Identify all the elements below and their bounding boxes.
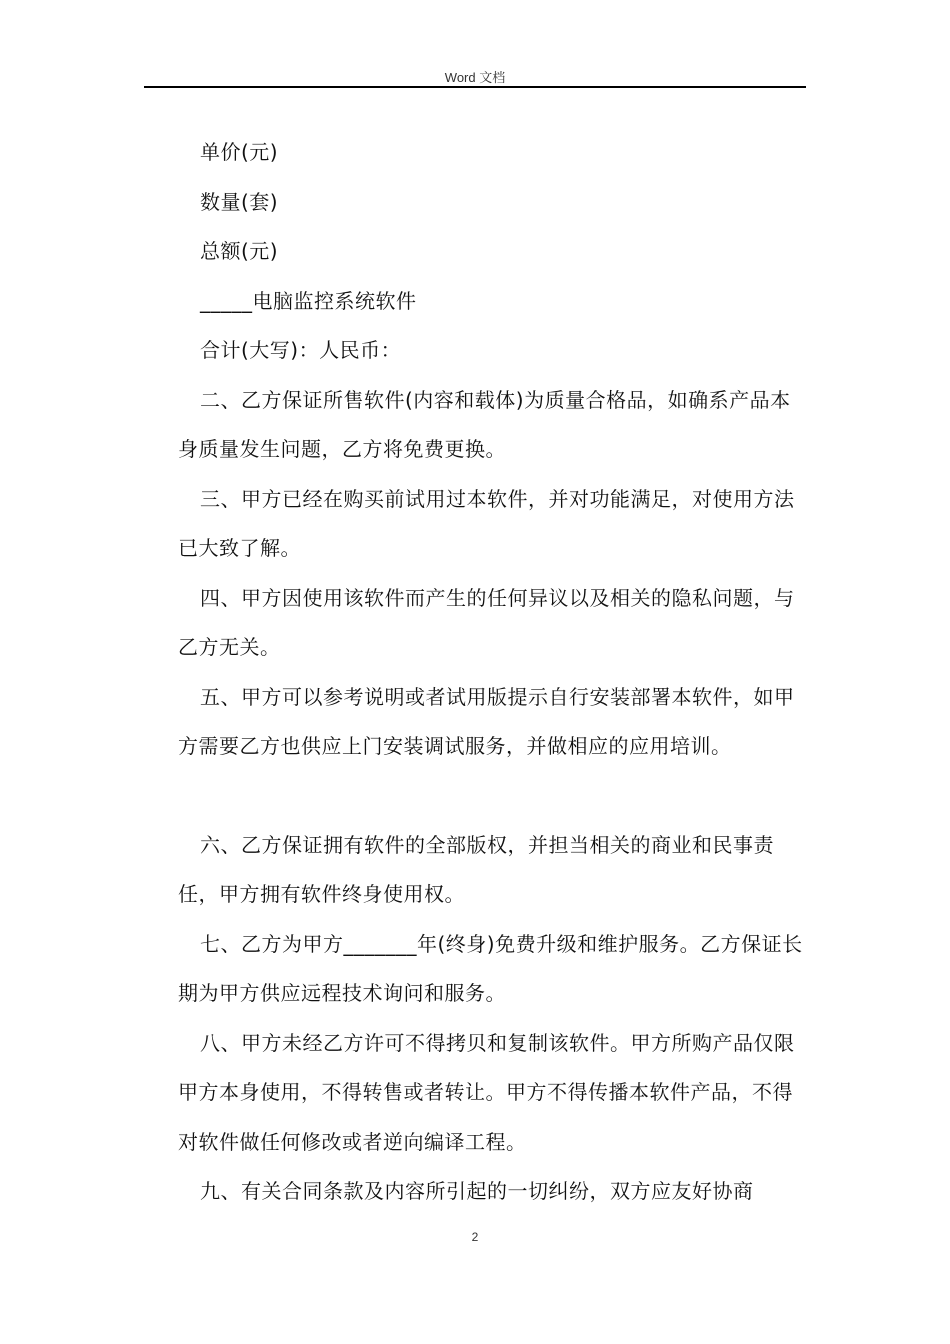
paragraph-sum-uppercase: 合计(大写)：人民币： [200,338,402,362]
paragraph-clause-2: 二、乙方保证所售软件(内容和载体)为质量合格品，如确系产品本身质量发生问题，乙方将免费更换。 [178,387,791,461]
paragraph-clause-9: 九、有关合同条款及内容所引起的一切纠纷，双方应友好协商 [200,1179,754,1203]
paragraph-clause-7: 七、乙方为甲方_______年(终身)免费升级和维护服务。乙方保证长期为甲方供应远程技术询问和服务。 [178,931,803,1005]
paragraph-quantity: 数量(套) [200,189,279,214]
page-number: 2 [471,1230,479,1244]
paragraph-gap [178,772,808,821]
paragraph-total: 总额(元) [200,239,279,263]
paragraph-clause-4: 四、甲方因使用该软件而产生的任何异议以及相关的隐私问题，与乙方无关。 [178,585,795,659]
header-divider [144,86,806,88]
paragraph-clause-8: 八、甲方未经乙方许可不得拷贝和复制该软件。甲方所购产品仅限甲方本身使用，不得转售或者转让。甲方不得传播本软件产品，不得对软件做任何修改或者逆向编译工程。 [178,1030,795,1154]
paragraph-clause-6: 六、乙方保证拥有软件的全部版权，并担当相关的商业和民事责任，甲方拥有软件终身使用权。 [178,832,774,906]
paragraph-clause-3: 三、甲方已经在购买前试用过本软件，并对功能满足，对使用方法已大致了解。 [178,486,795,560]
paragraph-clause-5: 五、甲方可以参考说明或者试用版提示自行安装部署本软件，如甲方需要乙方也供应上门安装调试服务，并做相应的应用培训。 [178,684,795,758]
document-header: Word 文档 [444,70,506,85]
paragraph-software-name: _____电脑监控系统软件 [200,288,417,313]
paragraph-unit-price: 单价(元) [200,140,279,164]
document-body [178,128,808,1217]
